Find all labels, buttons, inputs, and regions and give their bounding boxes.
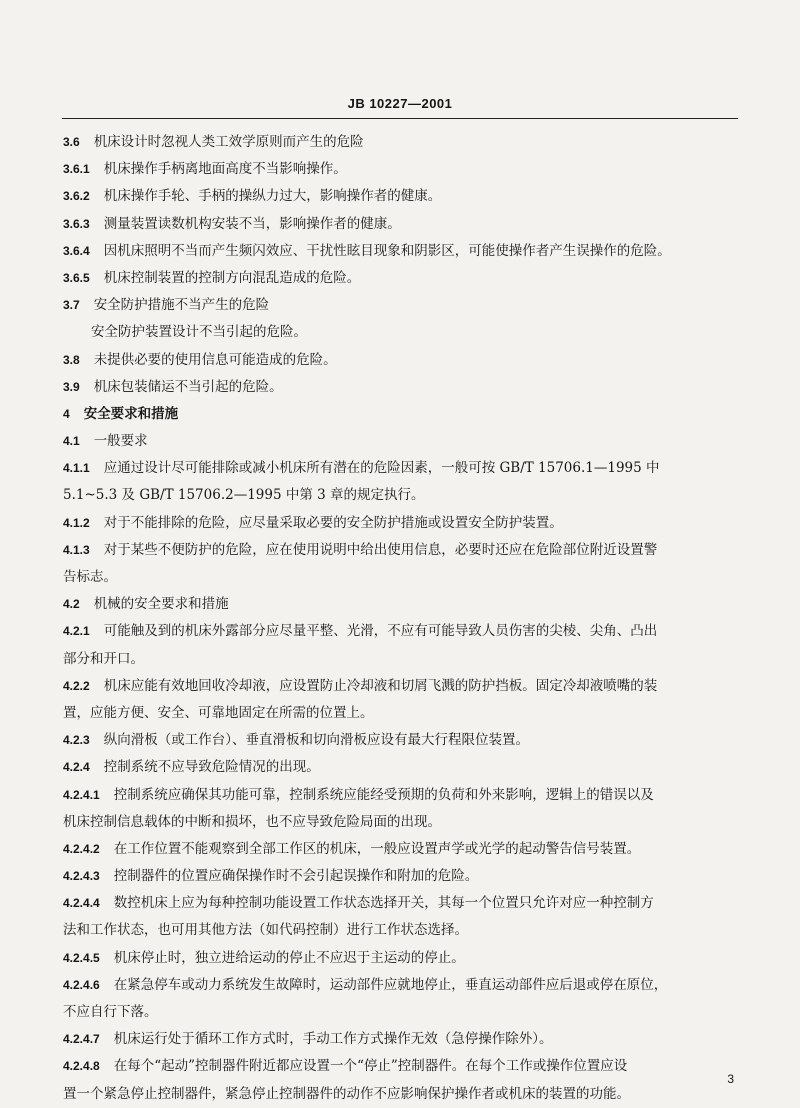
text-line bbox=[63, 183, 735, 210]
clause-text: 在工作位置不能观察到全部工作区的机床，一般应设置声学或光学的起动警告信号装置。 bbox=[113, 840, 641, 857]
clause-text: 控制器件的位置应确保操作时不会引起误操作和附加的危险。 bbox=[113, 868, 479, 885]
clause-number: 4 bbox=[63, 406, 70, 421]
clause-text: 安全要求和措施 bbox=[83, 405, 179, 422]
clause-number: 3.6.1 bbox=[63, 162, 90, 177]
text-line bbox=[63, 482, 735, 509]
clause-text: 对于某些不便防护的危险，应在使用说明中给出使用信息，必要时还应在危险部位附近设置警 bbox=[103, 541, 658, 558]
text-line bbox=[63, 292, 735, 319]
clause-text: 部分和开口。 bbox=[63, 650, 144, 667]
text-line bbox=[63, 754, 735, 781]
text-line bbox=[63, 945, 735, 972]
clause-number: 4.2.4.8 bbox=[63, 1059, 100, 1074]
clause-number: 3.6.4 bbox=[63, 243, 90, 258]
clause-number: 4.2.3 bbox=[63, 733, 90, 748]
clause-text: 控制系统不应导致危险情况的出现。 bbox=[103, 759, 320, 776]
clause-text: 测量装置读数机构安装不当，影响操作者的健康。 bbox=[103, 215, 401, 232]
text-line bbox=[63, 455, 735, 482]
clause-number: 4.1.3 bbox=[63, 542, 90, 557]
text-line bbox=[63, 618, 735, 645]
text-line bbox=[63, 510, 735, 537]
clause-text: 应通过设计尽可能排除或减小机床所有潜在的危险因素，一般可按 GB/T 15706.1—1995 中 bbox=[103, 460, 660, 477]
page-number: 3 bbox=[727, 1072, 734, 1086]
text-line bbox=[63, 700, 735, 727]
text-line bbox=[63, 1081, 735, 1108]
clause-text: 机床设计时忽视人类工效学原则而产生的危险 bbox=[93, 134, 364, 150]
clause-number: 3.6 bbox=[63, 135, 80, 149]
clause-text: 5.1~5.3 及 GB/T 15706.2—1995 中第 3 章的规定执行。 bbox=[63, 487, 425, 504]
clause-text: 可能触及到的机床外露部分应尽量平整、光滑，不应有可能导致人员伤害的尖棱、尖角、凸出 bbox=[103, 623, 658, 640]
text-line bbox=[63, 428, 735, 455]
clause-text: 安全防护措施不当产生的危险 bbox=[93, 297, 270, 314]
text-line bbox=[63, 347, 735, 374]
clause-text: 机床控制信息载体的中断和损坏，也不应导致危险局面的出现。 bbox=[63, 813, 441, 830]
clause-text: 纵向滑板（或工作台）、垂直滑板和切向滑板应设有最大行程限位装置。 bbox=[103, 732, 529, 749]
clause-text: 数控机床上应为每种控制功能设置工作状态选择开关，其每一个位置只允许对应一种控制方 bbox=[113, 895, 654, 912]
clause-text: 对于不能排除的危险，应尽量采取必要的安全防护措施或设置安全防护装置。 bbox=[103, 514, 563, 531]
text-line bbox=[63, 673, 735, 700]
clause-number: 4.2 bbox=[63, 597, 80, 612]
document-code-header: JB 10227—2001 bbox=[347, 96, 453, 111]
clause-number: 3.6.5 bbox=[63, 270, 90, 285]
clause-text: 不应自行下落。 bbox=[63, 1004, 158, 1020]
text-line bbox=[63, 265, 735, 292]
clause-number: 4.2.4.5 bbox=[63, 950, 100, 965]
clause-number: 3.6.2 bbox=[63, 189, 90, 204]
clause-number: 4.2.4.7 bbox=[63, 1032, 100, 1047]
text-line bbox=[63, 782, 735, 809]
clause-number: 4.2.4.6 bbox=[63, 977, 100, 992]
clause-text: 法和工作状态，也可用其他方法（如代码控制）进行工作状态选择。 bbox=[63, 922, 468, 939]
clause-number: 4.1.2 bbox=[63, 515, 90, 530]
document-body bbox=[63, 129, 735, 1108]
text-line bbox=[63, 890, 735, 917]
clause-text: 一般要求 bbox=[93, 433, 148, 450]
clause-number: 4.2.4.4 bbox=[63, 896, 100, 911]
text-line bbox=[63, 129, 735, 156]
text-line bbox=[63, 727, 735, 754]
text-line bbox=[63, 211, 735, 238]
clause-number: 4.1.1 bbox=[63, 461, 90, 476]
clause-text: 机械的安全要求和措施 bbox=[93, 596, 229, 613]
text-line bbox=[63, 999, 735, 1026]
text-line bbox=[63, 836, 735, 863]
clause-text: 机床操作手柄离地面高度不当影响操作。 bbox=[103, 161, 347, 178]
clause-text: 机床控制装置的控制方向混乱造成的危险。 bbox=[103, 269, 361, 286]
clause-text: 在每个“起动”控制器件附近都应设置一个“停止”控制器件。在每个工作或操作位置应设 bbox=[113, 1058, 628, 1075]
clause-text: 因机床照明不当而产生频闪效应、干扰性眩目现象和阴影区，可能使操作者产生误操作的危险。 bbox=[103, 242, 671, 259]
clause-number: 3.7 bbox=[63, 298, 80, 313]
clause-number: 4.1 bbox=[63, 434, 80, 449]
text-line bbox=[63, 374, 735, 401]
text-line bbox=[63, 564, 735, 591]
clause-text: 机床停止时，独立进给运动的停止不应迟于主运动的停止。 bbox=[113, 949, 465, 966]
clause-number: 4.2.4.2 bbox=[63, 841, 100, 856]
clause-text: 机床应能有效地回收冷却液，应设置防止冷却液和切屑飞溅的防护挡板。固定冷却液喷嘴的装 bbox=[103, 677, 658, 694]
text-line bbox=[63, 591, 735, 618]
text-line bbox=[63, 917, 735, 944]
clause-text: 机床运行处于循环工作方式时，手动工作方式操作无效（急停操作除外）。 bbox=[113, 1031, 553, 1048]
clause-number: 3.6.3 bbox=[63, 216, 90, 231]
clause-number: 4.2.4.3 bbox=[63, 869, 100, 884]
text-line bbox=[63, 646, 735, 673]
clause-text: 安全防护装置设计不当引起的危险。 bbox=[91, 324, 307, 341]
text-line bbox=[63, 537, 735, 564]
text-line bbox=[63, 1053, 735, 1080]
text-line bbox=[63, 238, 735, 265]
clause-text: 置一个紧急停止控制器件，紧急停止控制器件的动作不应影响保护操作者或机床的装置的功能。 bbox=[63, 1085, 630, 1102]
text-line bbox=[63, 809, 735, 836]
text-line bbox=[63, 972, 735, 999]
clause-number: 3.9 bbox=[63, 379, 80, 394]
text-line bbox=[63, 156, 735, 183]
clause-number: 4.2.4 bbox=[63, 760, 90, 775]
clause-number: 4.2.4.1 bbox=[63, 787, 100, 802]
clause-number: 4.2.2 bbox=[63, 678, 90, 693]
clause-text: 告标志。 bbox=[63, 569, 117, 585]
clause-number: 4.2.1 bbox=[63, 624, 90, 639]
clause-text: 机床包装储运不当引起的危险。 bbox=[93, 378, 283, 395]
clause-text: 机床操作手轮、手柄的操纵力过大，影响操作者的健康。 bbox=[103, 188, 442, 205]
header-rule bbox=[62, 118, 738, 119]
text-line bbox=[63, 863, 735, 890]
text-line bbox=[63, 319, 735, 346]
clause-text: 置，应能方便、安全、可靠地固定在所需的位置上。 bbox=[63, 704, 374, 721]
clause-text: 在紧急停车或动力系统发生故障时，运动部件应就地停止，垂直运动部件应后退或停在原位， bbox=[113, 976, 668, 993]
text-line bbox=[63, 401, 735, 428]
clause-text: 控制系统应确保其功能可靠，控制系统应能经受预期的负荷和外来影响，逻辑上的错误以及 bbox=[113, 786, 654, 803]
text-line bbox=[63, 1026, 735, 1053]
clause-number: 3.8 bbox=[63, 352, 80, 367]
clause-text: 未提供必要的使用信息可能造成的危险。 bbox=[93, 351, 337, 368]
